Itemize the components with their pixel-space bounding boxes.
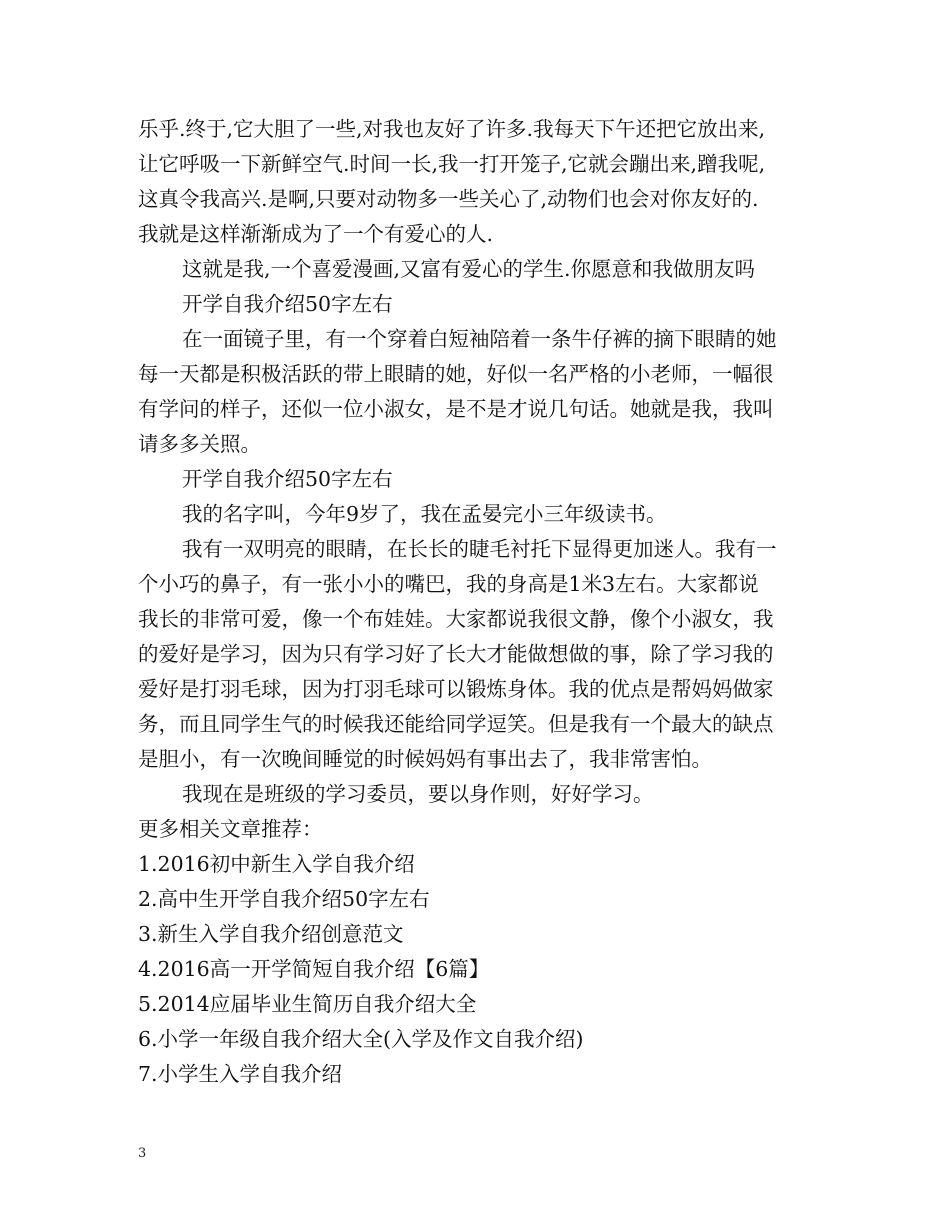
related-article-link[interactable]: 6.小学一年级自我介绍大全(入学及作文自我介绍) xyxy=(138,1027,584,1051)
text-line: 我就是这样渐渐成为了一个有爱心的人. xyxy=(138,222,494,246)
paragraph-start-line: 我的名字叫，今年9岁了，我在孟晏完小三年级读书。 xyxy=(182,502,667,526)
text-line: 让它呼吸一下新鲜空气.时间一长,我一打开笼子,它就会蹦出来,蹭我呢, xyxy=(138,152,766,176)
paragraph-start-line: 在一面镜子里，有一个穿着白短袖陪着一条牛仔裤的摘下眼睛的她 xyxy=(182,327,777,351)
text-line: 请多多关照。 xyxy=(138,432,261,456)
related-article-link[interactable]: 7.小学生入学自我介绍 xyxy=(138,1062,343,1086)
text-line: 每一天都是积极活跃的带上眼睛的她，好似一名严格的小老师，一幅很 xyxy=(138,362,774,386)
related-article-link[interactable]: 4.2016高一开学简短自我介绍【6篇】 xyxy=(138,957,490,981)
text-line: 有学问的样子，还似一位小淑女，是不是才说几句话。她就是我，我叫 xyxy=(138,397,774,421)
text-line: 我长的非常可爱，像一个布娃娃。大家都说我很文静，像个小淑女，我 xyxy=(138,607,774,631)
text-line: 这真令我高兴.是啊,只要对动物多一些关心了,动物们也会对你友好的. xyxy=(138,187,759,211)
text-line: 个小巧的鼻子，有一张小小的嘴巴，我的身高是1米3左右。大家都说 xyxy=(138,572,759,596)
related-article-link[interactable]: 3.新生入学自我介绍创意范文 xyxy=(138,922,404,946)
paragraph-start-line: 我现在是班级的学习委员，要以身作则，好好学习。 xyxy=(182,782,654,806)
related-articles-heading: 更多相关文章推荐： xyxy=(138,817,323,841)
related-article-link[interactable]: 5.2014应届毕业生简历自我介绍大全 xyxy=(138,992,477,1016)
text-line: 是胆小，有一次晚间睡觉的时候妈妈有事出去了，我非常害怕。 xyxy=(138,747,712,771)
section-heading: 开学自我介绍50字左右 xyxy=(182,292,393,316)
document-body xyxy=(138,112,828,1092)
text-line: 务，而且同学生气的时候我还能给同学逗笑。但是我有一个最大的缺点 xyxy=(138,712,774,736)
related-article-link[interactable]: 2.高中生开学自我介绍50字左右 xyxy=(138,887,430,911)
section-heading: 开学自我介绍50字左右 xyxy=(182,467,393,491)
text-line: 的爱好是学习，因为只有学习好了长大才能做想做的事，除了学习我的 xyxy=(138,642,774,666)
paragraph-start-line: 我有一双明亮的眼睛，在长长的睫毛衬托下显得更加迷人。我有一 xyxy=(182,537,777,561)
paragraph-start-line: 这就是我,一个喜爱漫画,又富有爱心的学生.你愿意和我做朋友吗 xyxy=(182,257,756,281)
text-line: 爱好是打羽毛球，因为打羽毛球可以锻炼身体。我的优点是帮妈妈做家 xyxy=(138,677,774,701)
page-number: 3 xyxy=(138,1146,147,1161)
text-line: 乐乎.终于,它大胆了一些,对我也友好了许多.我每天下午还把它放出来, xyxy=(138,117,766,141)
related-article-link[interactable]: 1.2016初中新生入学自我介绍 xyxy=(138,852,415,876)
